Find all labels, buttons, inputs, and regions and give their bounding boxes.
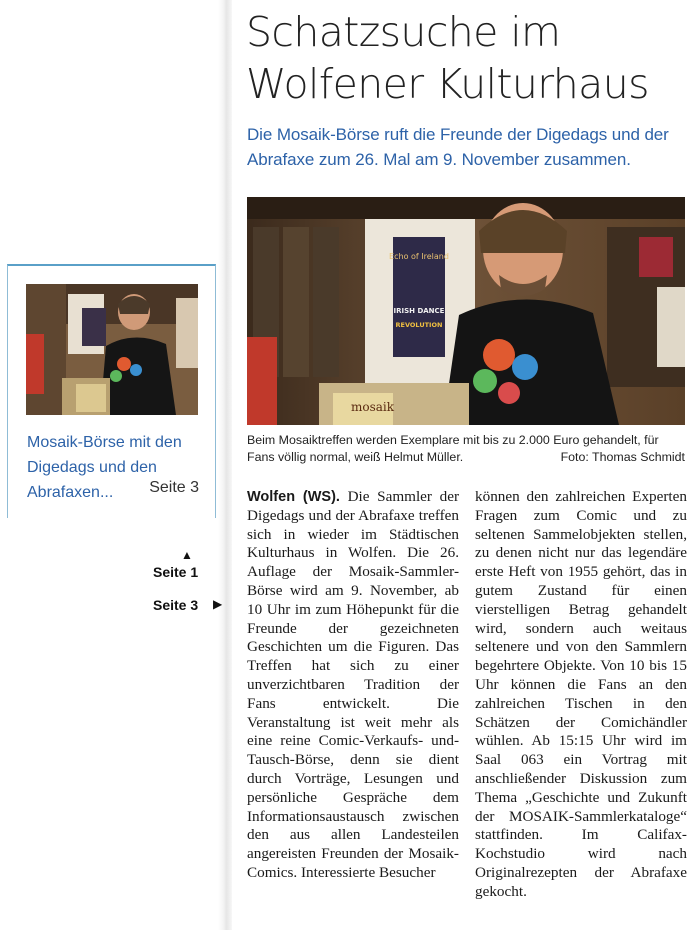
subheadline: Die Mosaik-Börse ruft die Freunde der Digedags und der Abrafaxe zum 26. Mal am 9. November zusammen. (247, 125, 669, 169)
poster-top-text: Echo of Ireland (389, 252, 449, 261)
main-photo (247, 197, 685, 425)
article-dateline: Wolfen (WS). (247, 489, 340, 505)
teaser-box[interactable] (7, 264, 216, 518)
article-text-col2: können den zahlreichen Experten Fragen zum Comic und zu seltenen Sammelobjekten stellen, zu denen nicht nur das legendäre erste Heft von 1955 gehört, das in gutem Zustand für einen vierstelligen Betrag gehandelt wird, sondern auch weitaus seltenere und von den Sammlern begehrtere Objekte. Von 10 bis 15 Uhr können die Fans an den zahlreichen Tischen in den Schätzen der Comichändler wühlen. Ab 15:15 Uhr wird im Saal 063 ein Vortrag mit anschließender Diskussion zum Thema „Geschichte und Zukunft der MOSAIK-Sammlerkataloge“ stattfinden. Im Califax-Kochstudio wird nach Originalrezepten der Abrafaxe gekocht. (475, 488, 687, 900)
photo-credit: Foto: Thomas Schmidt (560, 450, 685, 464)
nav-page-3-link[interactable]: Seite 3 (153, 597, 199, 613)
page-fold-shadow (218, 0, 232, 930)
triangle-up-icon[interactable]: ▲ (181, 548, 193, 562)
article-text-col1: Die Sammler der Digedags und der Abrafaxe treffen sich in wieder im Städtischen Kulturhaus in Wolfen. Die 26. Auflage der Mosaik-Sammler-Börse wird am 9. November, ab 10 Uhr im zum Höhepunkt für die Freunde der gezeichneten Geschichten um die Figuren. Das Treffen hat sich zu einer unverzichtbaren Tradition der Fans entwickelt. Die Veranstaltung ist weit mehr als eine reine Comic-Verkaufs- und-Tausch-Börse, denn sie dient durch Vorträge, Lesungen und persönliche Gespräche dem Informationsaustausch zwischen den aus allen Landesteilen angereisten Freunden der Mosaik-Comics. Interessierte Besucher (247, 488, 459, 881)
headline: Schatzsuche im Wolfener Kulturhaus (246, 8, 649, 108)
poster-low-text: REVOLUTION (395, 321, 443, 329)
article-column-1 (247, 488, 459, 883)
poster-mid-text: IRISH DANCE (393, 307, 445, 315)
comic-label: mosaik (351, 400, 395, 414)
caption-text: Beim Mosaiktreffen werden Exemplare mit bis zu 2.000 Euro gehandelt, für Fans völlig normal, weiß Helmut Müller. (247, 433, 659, 464)
photo-caption (247, 432, 687, 466)
article-column-2 (475, 488, 687, 902)
teaser-text[interactable]: Mosaik-Börse mit den Digedags und den Abrafaxen... (27, 434, 182, 501)
teaser-photo[interactable] (26, 284, 198, 415)
teaser-page-ref[interactable]: Seite 3 (149, 479, 199, 496)
teaser-photo-image (26, 284, 198, 415)
nav-page-1-link[interactable]: Seite 1 (153, 564, 199, 580)
main-photo-image (247, 197, 685, 425)
triangle-right-icon[interactable]: ▶ (213, 597, 223, 611)
